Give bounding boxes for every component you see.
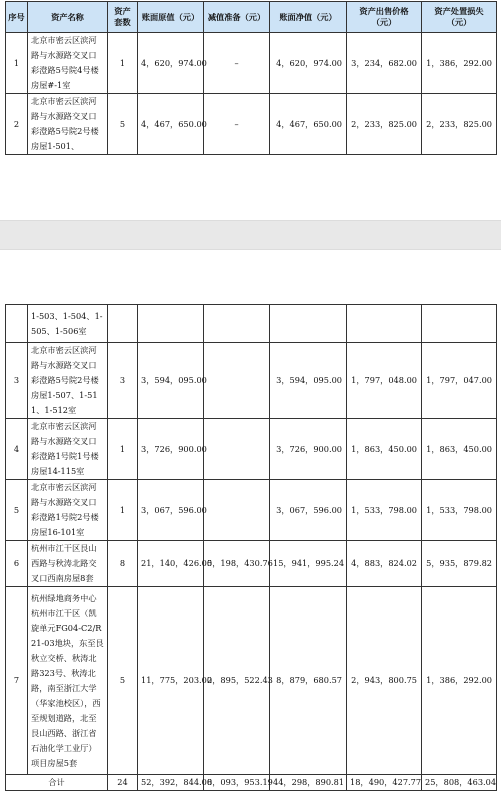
total-sale-price: 18，490，427.77 [347,775,422,791]
row-loss: 2，233，825.00 [422,94,497,155]
header-count: 资产 套数 [108,2,138,33]
row-seq: 2 [6,94,28,155]
row-asset-name: 1-503、1-504、1-505、1-506室 [28,305,108,343]
total-loss: 25，808，463.04 [422,775,497,791]
header-impairment: 减值准备（元） [204,2,270,33]
row-impairment: 5，198，430.76 [204,541,270,587]
table-row [6,480,497,541]
row-loss: 1，533，798.00 [422,480,497,541]
total-book-value: 52，392，844.00 [138,775,204,791]
row-sale-price: 4，883，824.02 [347,541,422,587]
row-impairment: – [204,94,270,155]
row-net-value: 4，620，974.00 [270,33,347,94]
row-sale-price: 2，943，800.75 [347,587,422,775]
total-row [6,775,497,791]
row-count: 5 [108,587,138,775]
table-row [6,33,497,94]
total-label: 合计 [6,775,108,791]
row-loss: 1，386，292.00 [422,33,497,94]
total-count: 24 [108,775,138,791]
row-asset-name: 北京市密云区滨河路与水源路交叉口彩澄路5号院2号楼房屋1-507、1-511、1-512室 [28,343,108,419]
row-impairment: – [204,33,270,94]
table-row [6,587,497,775]
table-row [6,343,497,419]
header-seq: 序号 [6,2,28,33]
row-count: 1 [108,33,138,94]
row-net-value: 15，941，995.24 [270,541,347,587]
asset-disposal-table-page1 [5,1,497,155]
row-sale-price: 3，234，682.00 [347,33,422,94]
row-book-value: 3，726，900.00 [138,419,204,480]
asset-disposal-table-page2 [5,304,497,791]
row-count: 1 [108,419,138,480]
row-asset-name: 北京市密云区滨河路与水源路交叉口彩澄路5号院4号楼房屋#-1室 [28,33,108,94]
row-impairment [204,480,270,541]
row-asset-name: 北京市密云区滨河路与水源路交叉口彩澄路1号院1号楼房屋14-115室 [28,419,108,480]
row-count: 8 [108,541,138,587]
page-break-gap [0,220,501,250]
total-impairment: 8，093，953.19 [204,775,270,791]
row-count: 5 [108,94,138,155]
row-seq: 1 [6,33,28,94]
total-net-value: 44，298，890.81 [270,775,347,791]
row-count: 1 [108,480,138,541]
header-row [6,2,497,33]
row-impairment [204,419,270,480]
row-loss: 5，935，879.82 [422,541,497,587]
row-book-value: 11，775，203.00 [138,587,204,775]
header-name: 资产名称 [28,2,108,33]
row-net-value: 3，726，900.00 [270,419,347,480]
row-seq: 5 [6,480,28,541]
row-sale-price: 1，533，798.00 [347,480,422,541]
table-row-continuation [6,305,497,343]
row-net-value: 3，594，095.00 [270,343,347,419]
row-net-value: 8，879，680.57 [270,587,347,775]
row-loss: 1，797，047.00 [422,343,497,419]
row-seq: 7 [6,587,28,775]
row-book-value: 4，620，974.00 [138,33,204,94]
row-seq: 4 [6,419,28,480]
table-row [6,94,497,155]
row-loss: 1，863，450.00 [422,419,497,480]
row-sale-price: 1，797，048.00 [347,343,422,419]
row-net-value: 4，467，650.00 [270,94,347,155]
row-sale-price: 1，863，450.00 [347,419,422,480]
row-asset-name: 杭州绿地商务中心杭州市江干区（凯旋单元FG04-C2/R21-03地块，东至艮秋立交桥、秋涛北路323号、秋涛北路，南至浙江大学（华家池校区），西至规划道路，北至艮山西路、浙江省石油化学工业厅）项目房屋5套 [28,587,108,775]
header-net-value: 账面净值（元） [270,2,347,33]
row-impairment [204,343,270,419]
row-book-value: 3，067，596.00 [138,480,204,541]
header-sale-price: 资产出售价格 （元） [347,2,422,33]
row-net-value: 3，067，596.00 [270,480,347,541]
row-asset-name: 北京市密云区滨河路与水源路交叉口彩澄路5号院2号楼房屋1-501、 [28,94,108,155]
table-row [6,419,497,480]
row-book-value: 3，594，095.00 [138,343,204,419]
row-asset-name: 北京市密云区滨河路与水源路交叉口彩澄路1号院2号楼房屋16-101室 [28,480,108,541]
row-count: 3 [108,343,138,419]
header-loss: 资产处置损失 （元） [422,2,497,33]
row-book-value: 4，467，650.00 [138,94,204,155]
header-book-value: 账面原值（元） [138,2,204,33]
row-impairment: 2，895，522.43 [204,587,270,775]
table-row [6,541,497,587]
row-book-value: 21，140，426.00 [138,541,204,587]
row-seq: 3 [6,343,28,419]
row-seq: 6 [6,541,28,587]
row-asset-name: 杭州市江干区艮山西路与秋涛北路交叉口西南房屋8套 [28,541,108,587]
row-sale-price: 2，233，825.00 [347,94,422,155]
row-loss: 1，386，292.00 [422,587,497,775]
